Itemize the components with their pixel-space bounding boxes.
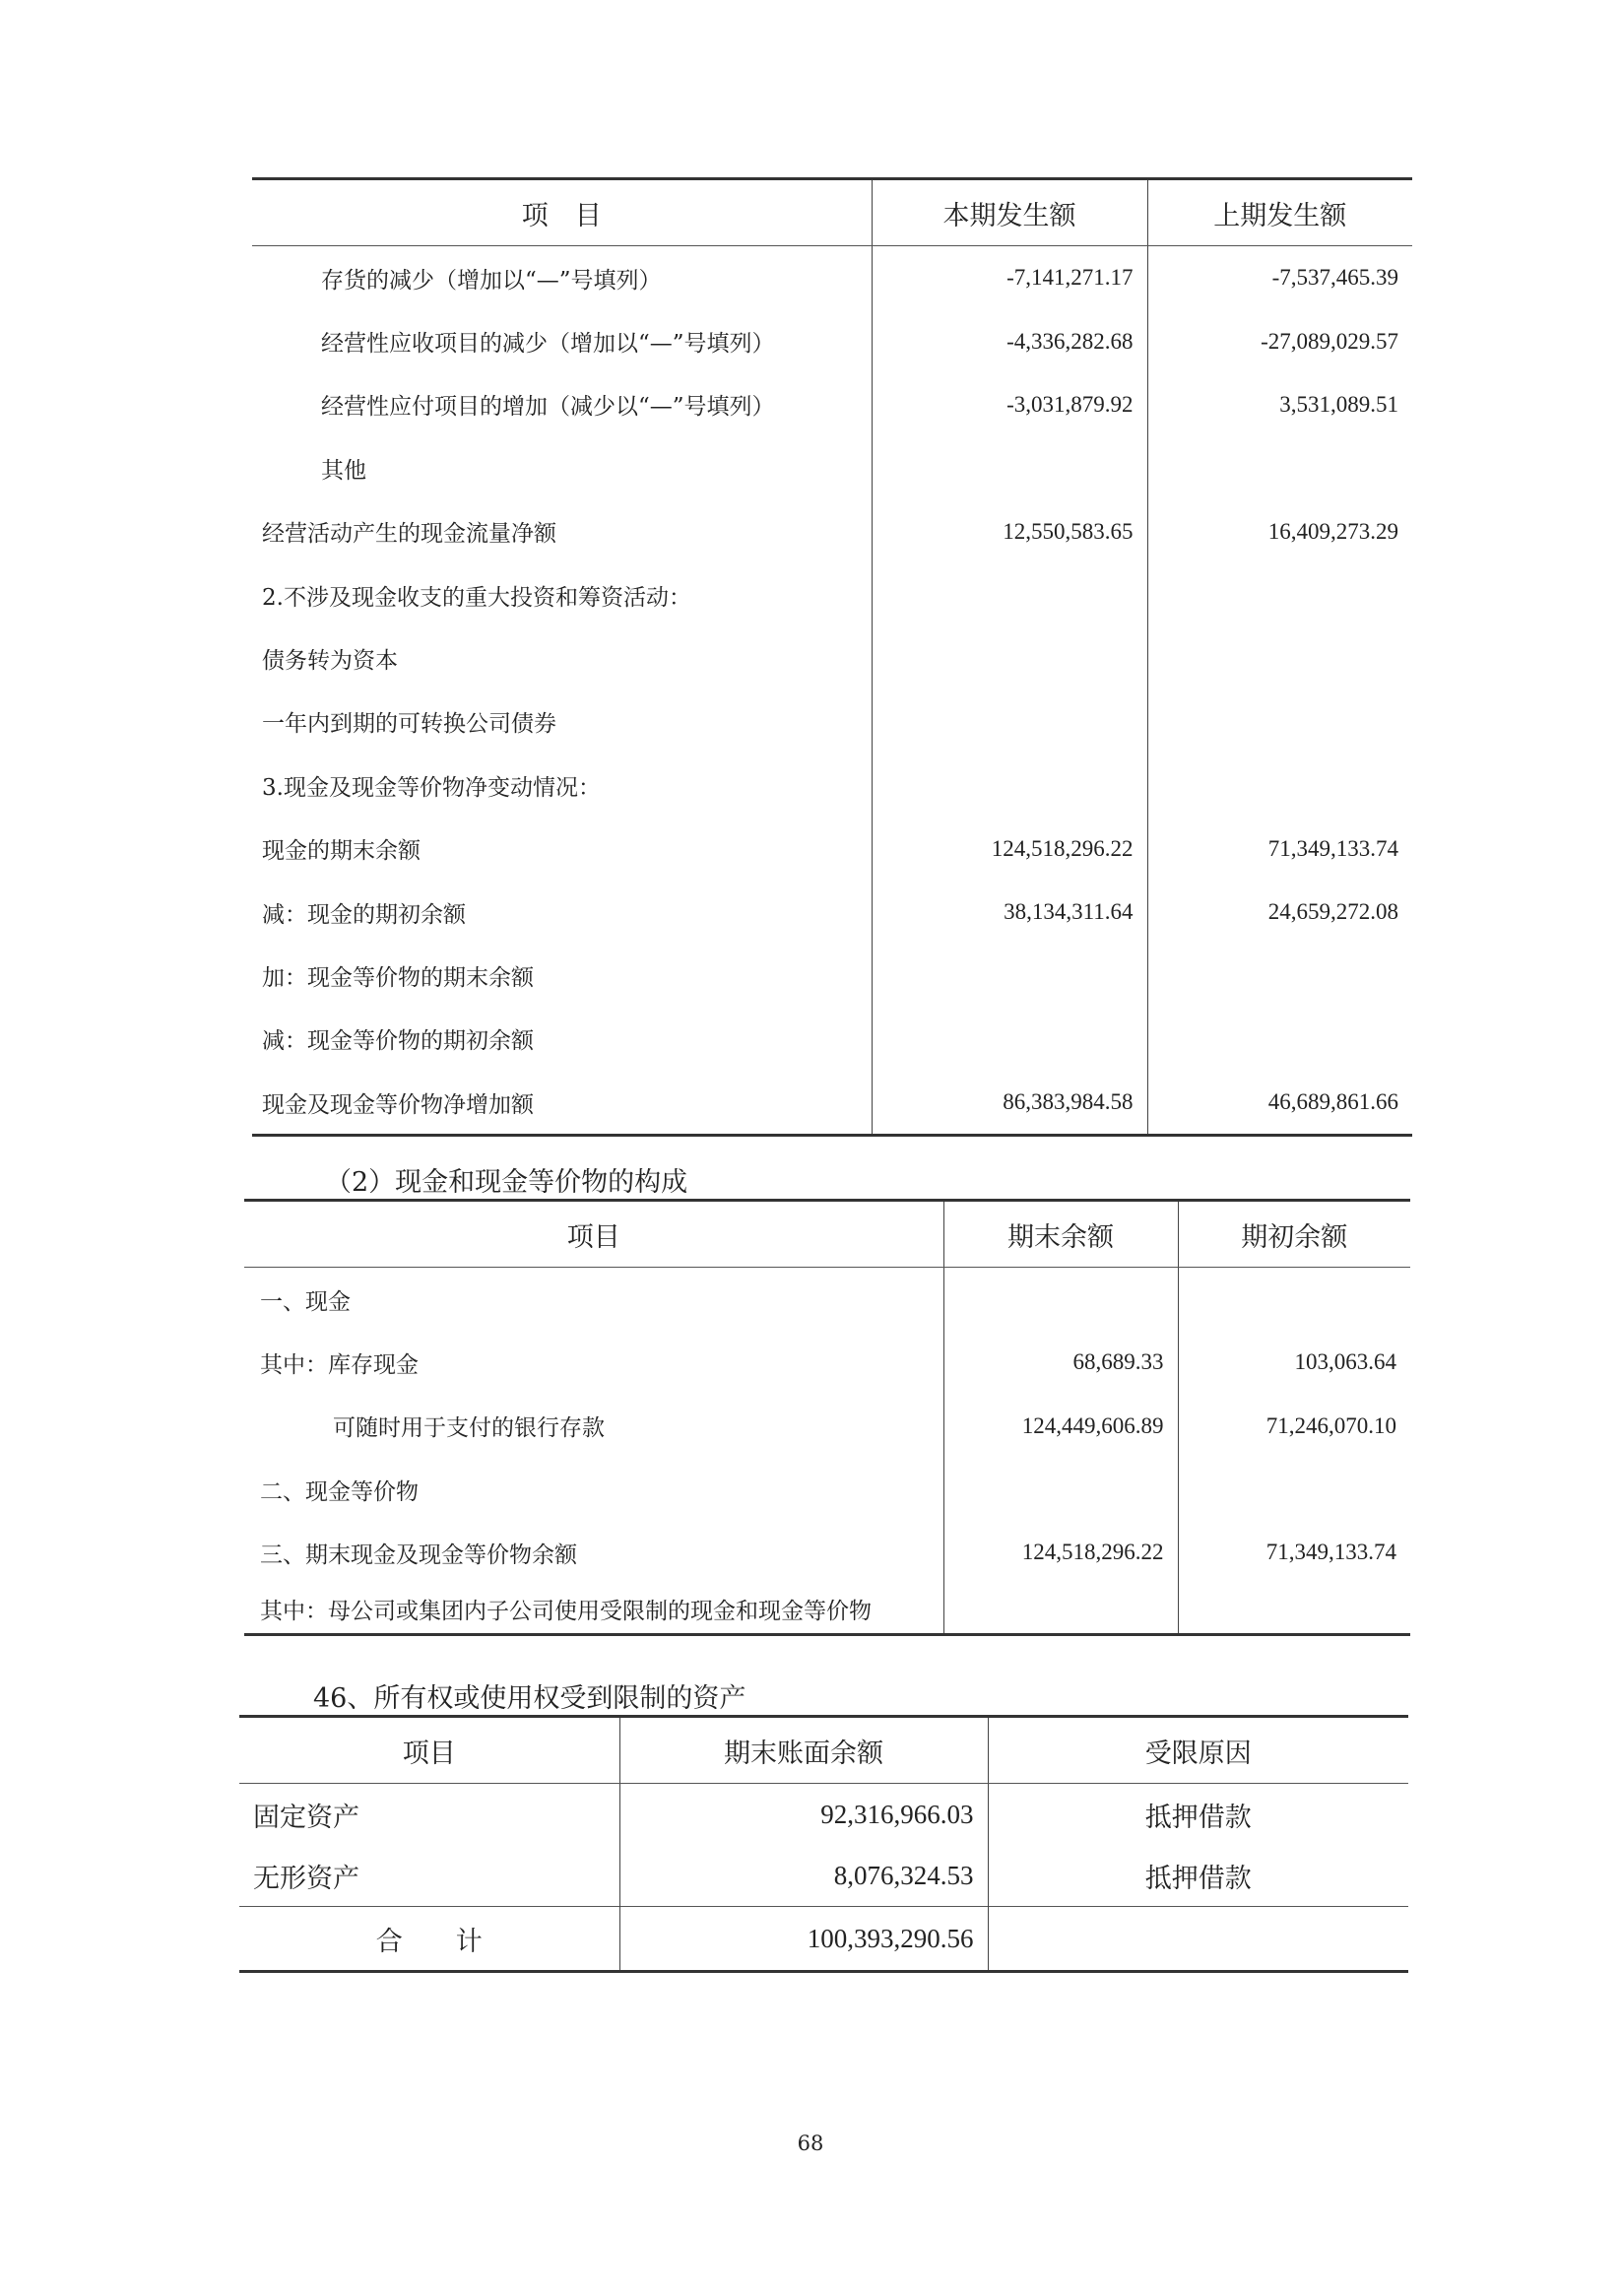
column-header-current: 本期发生额 xyxy=(872,179,1147,246)
row-ending-balance: 124,518,296.22 xyxy=(943,1521,1178,1584)
row-current-amount: 86,383,984.58 xyxy=(872,1071,1147,1136)
row-amount: 8,076,324.53 xyxy=(619,1845,988,1907)
row-ending-balance: 124,449,606.89 xyxy=(943,1395,1178,1458)
table-row xyxy=(252,1071,1412,1136)
row-previous-amount: 16,409,273.29 xyxy=(1147,500,1412,563)
row-label: 经营活动产生的现金流量净额 xyxy=(262,521,556,548)
row-current-amount xyxy=(872,690,1147,754)
table-row xyxy=(252,690,1412,754)
row-label: 现金的期末余额 xyxy=(262,838,421,865)
column-header-item: 项目 xyxy=(244,1201,943,1268)
row-amount: 92,316,966.03 xyxy=(619,1784,988,1846)
row-label: 无形资产 xyxy=(253,1863,359,1894)
section-title-restricted-assets: 46、所有权或使用权受到限制的资产 xyxy=(313,1683,746,1714)
row-previous-amount xyxy=(1147,754,1412,817)
row-label: 经营性应收项目的减少（增加以“—”号填列） xyxy=(321,331,775,358)
row-label: 固定资产 xyxy=(253,1802,359,1833)
row-current-amount: 124,518,296.22 xyxy=(872,818,1147,881)
table-header-row xyxy=(244,1201,1410,1268)
row-current-amount xyxy=(872,1008,1147,1071)
table-row xyxy=(252,563,1412,626)
row-previous-amount: 71,349,133.74 xyxy=(1147,818,1412,881)
table-row xyxy=(252,944,1412,1007)
row-label: 其中：母公司或集团内子公司使用受限制的现金和现金等价物 xyxy=(244,1584,943,1635)
row-current-amount xyxy=(872,436,1147,499)
row-current-amount: -3,031,879.92 xyxy=(872,373,1147,436)
row-label: 可随时用于支付的银行存款 xyxy=(333,1415,605,1442)
row-opening-balance xyxy=(1178,1458,1410,1521)
table-row xyxy=(252,626,1412,689)
row-current-amount xyxy=(872,754,1147,817)
row-previous-amount: 46,689,861.66 xyxy=(1147,1071,1412,1136)
table-row xyxy=(252,309,1412,372)
row-reason: 抵押借款 xyxy=(988,1784,1408,1846)
row-current-amount: 38,134,311.64 xyxy=(872,881,1147,944)
row-current-amount xyxy=(872,944,1147,1007)
row-label: 经营性应付项目的增加（减少以“—”号填列） xyxy=(321,394,775,421)
row-label: 一、现金 xyxy=(260,1288,351,1315)
table-row xyxy=(252,881,1412,944)
column-header-restriction-reason: 受限原因 xyxy=(988,1717,1408,1784)
column-header-previous: 上期发生额 xyxy=(1147,179,1412,246)
table-row xyxy=(244,1268,1410,1332)
row-previous-amount: 24,659,272.08 xyxy=(1147,881,1412,944)
row-opening-balance: 71,246,070.10 xyxy=(1178,1395,1410,1458)
row-label: 减：现金等价物的期初余额 xyxy=(262,1028,534,1055)
row-label: 加：现金等价物的期末余额 xyxy=(262,964,534,991)
table-header-row xyxy=(252,179,1412,246)
column-header-ending-balance: 期末余额 xyxy=(943,1201,1178,1268)
table-row xyxy=(252,500,1412,563)
table-row xyxy=(239,1784,1408,1846)
row-previous-amount: -7,537,465.39 xyxy=(1147,246,1412,310)
row-ending-balance xyxy=(943,1458,1178,1521)
row-opening-balance: 71,349,133.74 xyxy=(1178,1521,1410,1584)
row-opening-balance xyxy=(1178,1268,1410,1332)
row-ending-balance xyxy=(943,1268,1178,1332)
row-label: 存货的减少（增加以“—”号填列） xyxy=(321,267,662,294)
table-row xyxy=(252,818,1412,881)
row-current-amount xyxy=(872,563,1147,626)
table-row xyxy=(244,1584,1410,1635)
table-row xyxy=(244,1458,1410,1521)
row-label: 三、期末现金及现金等价物余额 xyxy=(260,1542,577,1568)
row-label: 3.现金及现金等价物净变动情况： xyxy=(262,774,601,801)
row-current-amount: -7,141,271.17 xyxy=(872,246,1147,310)
row-reason: 抵押借款 xyxy=(988,1845,1408,1907)
column-header-book-balance: 期末账面余额 xyxy=(619,1717,988,1784)
row-current-amount xyxy=(872,626,1147,689)
row-label: 债务转为资本 xyxy=(262,648,398,675)
table-row xyxy=(252,246,1412,310)
row-opening-balance: 103,063.64 xyxy=(1178,1331,1410,1394)
row-current-amount: 12,550,583.65 xyxy=(872,500,1147,563)
row-previous-amount xyxy=(1147,1008,1412,1071)
total-label: 合 计 xyxy=(239,1907,619,1972)
row-label: 二、现金等价物 xyxy=(260,1478,419,1505)
row-ending-balance: 68,689.33 xyxy=(943,1331,1178,1394)
row-opening-balance xyxy=(1178,1584,1410,1635)
row-label: 减：现金的期初余额 xyxy=(262,901,466,928)
row-previous-amount: -27,089,029.57 xyxy=(1147,309,1412,372)
row-previous-amount xyxy=(1147,626,1412,689)
table-row xyxy=(252,754,1412,817)
row-previous-amount xyxy=(1147,563,1412,626)
row-label: 一年内到期的可转换公司债券 xyxy=(262,711,556,738)
table-row xyxy=(252,1008,1412,1071)
table-row xyxy=(252,373,1412,436)
column-header-item: 项 目 xyxy=(252,179,872,246)
row-label: 其他 xyxy=(321,457,366,484)
total-reason xyxy=(988,1907,1408,1972)
row-current-amount: -4,336,282.68 xyxy=(872,309,1147,372)
total-row xyxy=(239,1907,1408,1972)
row-ending-balance xyxy=(943,1584,1178,1635)
table-row xyxy=(252,436,1412,499)
table-row xyxy=(244,1395,1410,1458)
table-row xyxy=(244,1331,1410,1394)
table-row xyxy=(244,1521,1410,1584)
cash-flow-supplement-table xyxy=(252,177,1412,1137)
section-title-cash-composition: （2）现金和现金等价物的构成 xyxy=(325,1167,688,1198)
table-row xyxy=(239,1845,1408,1907)
row-label: 其中：库存现金 xyxy=(260,1351,419,1378)
cash-composition-table xyxy=(244,1199,1410,1636)
row-label: 2.不涉及现金收支的重大投资和筹资活动： xyxy=(262,584,691,611)
row-previous-amount: 3,531,089.51 xyxy=(1147,373,1412,436)
row-previous-amount xyxy=(1147,690,1412,754)
column-header-item: 项目 xyxy=(239,1717,619,1784)
table-header-row xyxy=(239,1717,1408,1784)
row-previous-amount xyxy=(1147,436,1412,499)
row-previous-amount xyxy=(1147,944,1412,1007)
total-amount: 100,393,290.56 xyxy=(619,1907,988,1972)
page-number: 68 xyxy=(797,2132,824,2155)
column-header-opening-balance: 期初余额 xyxy=(1178,1201,1410,1268)
row-label: 现金及现金等价物净增加额 xyxy=(252,1071,872,1136)
restricted-assets-table xyxy=(239,1715,1408,1973)
